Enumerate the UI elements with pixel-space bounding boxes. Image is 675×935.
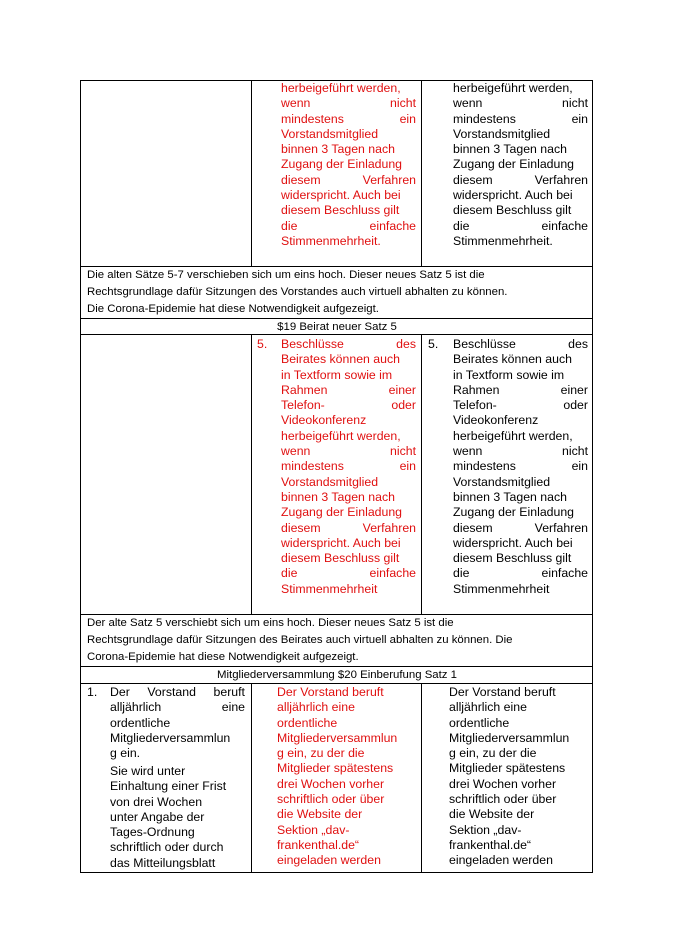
text-line — [453, 521, 588, 536]
note2-line: Rechtsgrundlage dafür Sitzungen des Beirates auch virtuell abhalten zu können. Die — [87, 634, 513, 646]
text-word: diesem — [453, 520, 493, 535]
text-line: Vorstandsmitglied — [281, 126, 379, 141]
note2-line: Corona-Epidemie hat diese Notwendigkeit aufgezeigt. — [87, 651, 359, 663]
text-line: schriftlich oder über — [449, 792, 557, 807]
text-line — [281, 521, 416, 536]
text-line: ordentliche — [110, 715, 171, 730]
text-line: Vorstandsmitglied — [453, 126, 551, 141]
text-line: herbeigeführt werden, — [453, 428, 573, 443]
text-line: g ein, zu der die — [449, 746, 537, 761]
text-line: binnen 3 Tagen nach — [281, 489, 395, 504]
text-word: ein — [399, 111, 416, 126]
text-word: einfache — [541, 218, 588, 233]
text-line — [281, 219, 416, 234]
column-divider — [251, 334, 252, 615]
text-line: schriftlich oder über — [277, 792, 385, 807]
text-word: einfache — [369, 218, 416, 233]
text-word: Beschlüsse — [281, 337, 344, 351]
text-line: ordentliche — [449, 715, 510, 730]
section1-new-text — [281, 81, 416, 249]
text-word: die — [281, 218, 298, 233]
text-line: Stimmenmehrheit. — [453, 233, 553, 248]
table-border-bottom — [80, 872, 593, 873]
text-line: eingeladen werden — [277, 853, 381, 868]
text-line: Videokonferenz — [453, 413, 539, 428]
text-line: von drei Wochen — [110, 794, 203, 809]
text-word: einfache — [541, 566, 588, 581]
text-line — [453, 173, 588, 188]
text-line: alljährlich eine — [277, 700, 355, 715]
note2-line: Der alte Satz 5 verschiebt sich um eins hoch. Dieser neues Satz 5 ist die — [87, 617, 454, 629]
note1-line: Die alten Sätze 5-7 verschieben sich um eins hoch. Dieser neues Satz 5 ist die — [87, 269, 485, 281]
text-word: mindestens — [281, 111, 344, 126]
text-word: nicht — [390, 444, 416, 459]
text-line: Zugang der Einladung — [281, 157, 403, 172]
text-word: des — [568, 337, 588, 351]
text-line: herbeigeführt werden, — [453, 81, 573, 95]
text-line — [281, 173, 416, 188]
text-word: wenn — [281, 444, 311, 459]
text-line: herbeigeführt werden, — [281, 81, 401, 95]
text-line: frankenthal.de“ — [449, 837, 532, 852]
text-line: Der Vorstand beruft — [449, 685, 556, 699]
text-line — [281, 444, 416, 459]
text-line: Sektion „dav- — [277, 822, 350, 837]
text-line — [453, 112, 588, 127]
text-word: Beschlüsse — [453, 337, 516, 351]
column-divider — [251, 80, 252, 267]
text-line: Vorstandsmitglied — [453, 474, 551, 489]
text-line: Tages-Ordnung — [110, 825, 195, 840]
section-header-mitgliederversammlung: Mitgliederversammlung $20 Einberufung Satz 1 — [217, 669, 457, 681]
text-line: Mitgliederversammlun — [110, 730, 231, 745]
text-line: widerspricht. Auch bei — [281, 535, 401, 550]
text-line — [281, 337, 416, 352]
text-word: einfache — [369, 566, 416, 581]
text-line: Beirates können auch — [453, 352, 572, 367]
text-word: ein — [571, 111, 588, 126]
text-word: die — [453, 218, 470, 233]
text-line: widerspricht. Auch bei — [453, 188, 573, 203]
text-word: Der — [110, 685, 130, 699]
section2-new-number: 5. — [257, 337, 268, 351]
text-line: ordentliche — [277, 715, 338, 730]
column-divider — [421, 334, 422, 615]
text-line: Sie wird unter — [110, 764, 186, 778]
text-word: nicht — [562, 96, 588, 111]
text-line: eingeladen werden — [449, 853, 553, 868]
text-line — [453, 566, 588, 581]
section-header-beirat: $19 Beirat neuer Satz 5 — [277, 321, 397, 333]
table-border-left — [80, 80, 81, 873]
section2-old-number: 5. — [428, 337, 439, 351]
section2-old-text — [453, 337, 588, 597]
text-line — [281, 383, 416, 398]
text-line: Zugang der Einladung — [281, 505, 403, 520]
section3-old-number: 1. — [87, 685, 98, 699]
text-line: Videokonferenz — [281, 413, 367, 428]
text-line: Mitglieder spätestens — [449, 761, 566, 776]
column-divider — [421, 683, 422, 873]
text-word: ein — [571, 459, 588, 474]
text-line: Zugang der Einladung — [453, 157, 575, 172]
text-word: diesem — [453, 172, 493, 187]
note1-line: Rechtsgrundlage dafür Sitzungen des Vorstandes auch virtuell abhalten zu können. — [87, 286, 508, 298]
text-word: die — [453, 566, 470, 581]
section1-old-text — [453, 81, 588, 249]
text-word: einer — [388, 382, 416, 397]
text-line: in Textform sowie im — [281, 367, 393, 382]
text-line — [281, 398, 416, 413]
text-line: drei Wochen vorher — [277, 776, 385, 791]
text-line — [281, 112, 416, 127]
text-line: Mitgliederversammlun — [277, 730, 398, 745]
text-line: Mitgliederversammlun — [449, 730, 570, 745]
text-line: Mitglieder spätestens — [277, 761, 394, 776]
text-word: diesem — [281, 172, 321, 187]
column-divider — [251, 683, 252, 873]
section3-original-text-continued — [110, 764, 245, 871]
text-line: Zugang der Einladung — [453, 505, 575, 520]
text-line: die Website der — [449, 807, 535, 822]
text-line: das Mitteilungsblatt — [110, 855, 216, 870]
text-line: diesem Beschluss gilt — [453, 203, 572, 218]
text-word: Verfahren — [362, 520, 416, 535]
row-divider — [80, 683, 593, 684]
text-word: des — [396, 337, 416, 351]
text-word: diesem — [281, 520, 321, 535]
text-word: nicht — [390, 96, 416, 111]
text-line: Sektion „dav- — [449, 822, 522, 837]
text-word: ein — [399, 459, 416, 474]
text-line — [110, 700, 245, 715]
text-line: Stimmenmehrheit — [453, 581, 550, 596]
text-line: Vorstandsmitglied — [281, 474, 379, 489]
text-word: mindestens — [453, 111, 516, 126]
text-word: nicht — [562, 444, 588, 459]
text-line — [453, 337, 588, 352]
text-word: einer — [560, 382, 588, 397]
text-line: alljährlich eine — [449, 700, 527, 715]
text-line: herbeigeführt werden, — [281, 428, 401, 443]
text-word: eine — [221, 700, 245, 715]
column-divider — [421, 80, 422, 267]
text-line — [453, 96, 588, 111]
text-word: Rahmen — [453, 382, 500, 397]
text-line: schriftlich oder durch — [110, 840, 224, 855]
text-word: Vorstand — [147, 685, 196, 699]
text-line — [453, 398, 588, 413]
text-word: Verfahren — [362, 172, 416, 187]
text-word: beruft — [213, 685, 245, 699]
text-line — [110, 685, 245, 700]
text-word: Verfahren — [534, 172, 588, 187]
text-line: die Website der — [277, 807, 363, 822]
text-word: Telefon- — [281, 398, 325, 413]
text-word: Telefon- — [453, 398, 497, 413]
text-line: widerspricht. Auch bei — [281, 188, 401, 203]
text-line: Stimmenmehrheit. — [281, 233, 381, 248]
text-line: diesem Beschluss gilt — [281, 203, 400, 218]
text-line: in Textform sowie im — [453, 367, 565, 382]
section2-new-text — [281, 337, 416, 597]
text-line: drei Wochen vorher — [449, 776, 557, 791]
text-word: wenn — [453, 444, 483, 459]
section3-original-text — [110, 685, 245, 761]
text-line: diesem Beschluss gilt — [453, 551, 572, 566]
section3-old-text — [449, 685, 584, 869]
text-line — [281, 459, 416, 474]
text-line: binnen 3 Tagen nach — [453, 142, 567, 157]
text-line — [453, 444, 588, 459]
text-line: g ein, zu der die — [277, 746, 365, 761]
text-line: frankenthal.de“ — [277, 837, 360, 852]
table-border-right — [592, 80, 593, 873]
text-word: Verfahren — [534, 520, 588, 535]
text-line: binnen 3 Tagen nach — [453, 489, 567, 504]
text-line: unter Angabe der — [110, 809, 205, 824]
text-word: mindestens — [281, 459, 344, 474]
text-line: Einhaltung einer Frist — [110, 779, 227, 794]
text-line — [281, 566, 416, 581]
note1-line: Die Corona-Epidemie hat diese Notwendigkeit aufgezeigt. — [87, 303, 379, 315]
text-word: oder — [391, 398, 416, 413]
text-word: wenn — [281, 96, 311, 111]
text-word: oder — [563, 398, 588, 413]
text-line: Der Vorstand beruft — [277, 685, 384, 699]
text-word: alljährlich — [110, 700, 162, 715]
section3-new-text — [277, 685, 412, 869]
text-line — [453, 383, 588, 398]
text-line — [453, 219, 588, 234]
text-line: g ein. — [110, 746, 141, 761]
text-word: die — [281, 566, 298, 581]
text-word: wenn — [453, 96, 483, 111]
text-line: binnen 3 Tagen nach — [281, 142, 395, 157]
text-line: diesem Beschluss gilt — [281, 551, 400, 566]
text-line: Stimmenmehrheit — [281, 581, 378, 596]
text-word: mindestens — [453, 459, 516, 474]
text-line — [453, 459, 588, 474]
text-line: Beirates können auch — [281, 352, 400, 367]
text-word: Rahmen — [281, 382, 328, 397]
text-line — [281, 96, 416, 111]
text-line: widerspricht. Auch bei — [453, 535, 573, 550]
